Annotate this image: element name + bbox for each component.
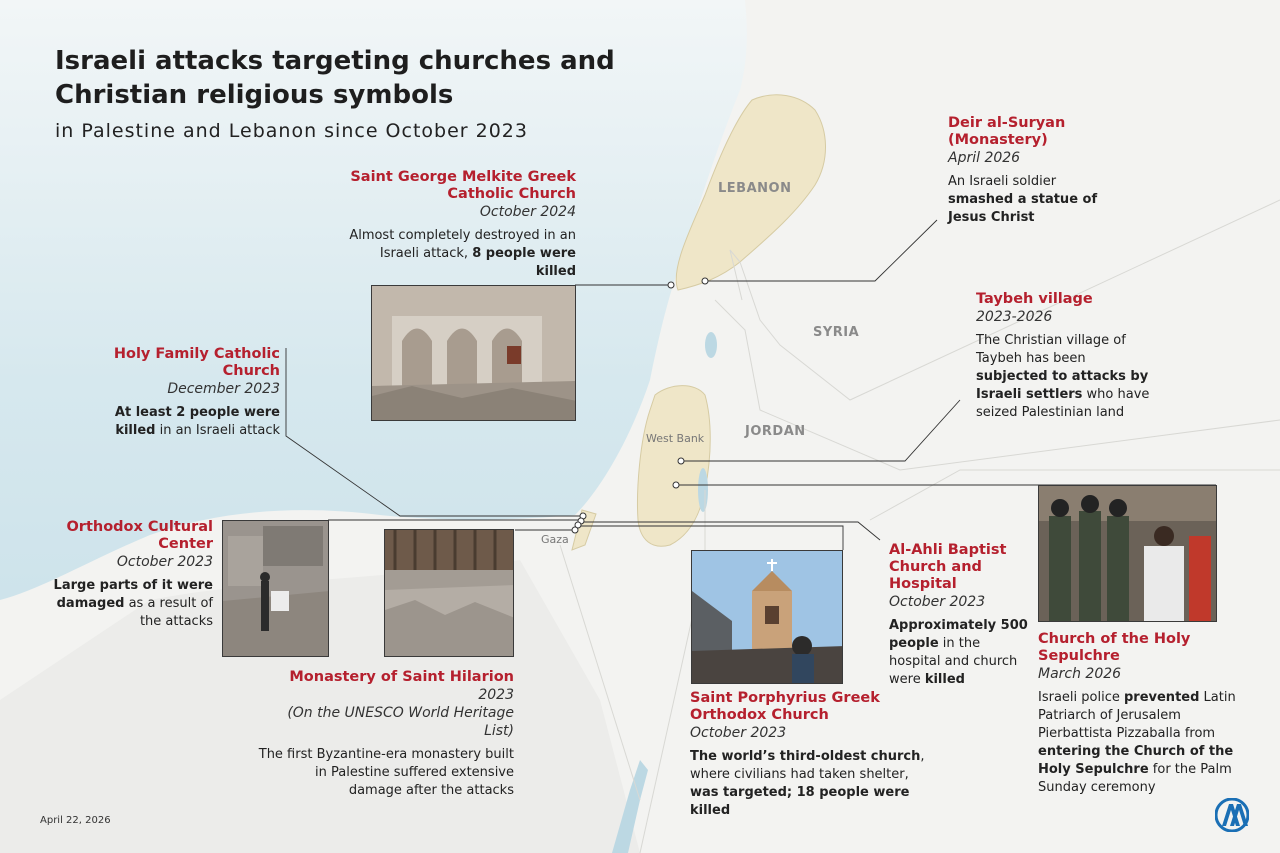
description-segment: in the hospital and church were <box>889 636 1018 687</box>
region-label-syria: SYRIA <box>813 325 860 340</box>
item-al-ahli <box>889 542 1034 689</box>
item-name: Monastery of Saint Hilarion <box>289 669 514 685</box>
photo-saint-porphyrius <box>691 550 843 684</box>
item-date: October 2023 <box>116 554 213 570</box>
publication-date: April 22, 2026 <box>40 815 111 826</box>
item-description <box>40 577 213 631</box>
item-holy-sepulchre <box>1038 631 1243 797</box>
description-segment: At least 2 people were killed <box>114 405 280 438</box>
description-segment: subjected to attacks by Israeli settlers <box>976 369 1149 402</box>
item-name: Saint Porphyrius Greek Orthodox Church <box>690 690 880 723</box>
item-description <box>690 748 925 820</box>
item-date: December 2023 <box>167 381 280 397</box>
description-segment: was targeted; 18 people were killed <box>690 785 910 818</box>
description-segment: An Israeli soldier <box>948 174 1057 189</box>
item-name: Church of the Holy Sepulchre <box>1038 631 1191 664</box>
page-subtitle: in Palestine and Lebanon since October 2023 <box>55 120 528 142</box>
item-date: October 2023 <box>690 725 787 741</box>
item-description <box>1038 689 1243 797</box>
item-description <box>100 404 280 440</box>
description-segment: prevented <box>1123 690 1200 705</box>
item-description <box>976 332 1156 422</box>
item-name: Saint George Melkite Greek Catholic Church <box>350 169 576 202</box>
photo-saint-george <box>371 285 576 421</box>
description-segment: killed <box>924 672 965 687</box>
item-deir-al-suryan <box>948 115 1108 227</box>
item-date: October 2023 <box>889 594 986 610</box>
description-segment: Large parts of it were damaged <box>53 578 213 611</box>
item-saint-george <box>336 169 576 281</box>
description-segment: for the Palm Sunday ceremony <box>1038 762 1232 795</box>
description-segment: The world’s third-oldest church <box>690 749 921 764</box>
description-segment: 8 people were killed <box>472 246 576 279</box>
item-description <box>336 227 576 281</box>
item-holy-family <box>100 346 280 440</box>
item-name: Taybeh village <box>976 291 1093 307</box>
photo-saint-hilarion <box>384 529 514 657</box>
item-date: October 2024 <box>479 204 576 220</box>
description-segment: , where civilians had taken shelter, <box>690 749 925 782</box>
description-segment: Approximately 500 people <box>889 618 1028 651</box>
item-name: Orthodox Cultural Center <box>66 519 213 552</box>
description-segment: The first Byzantine-era monastery built in Palestine suffered extensive damage after the attacks <box>258 747 514 798</box>
item-taybeh <box>976 291 1156 422</box>
description-segment: Israeli police <box>1038 690 1124 705</box>
description-segment: smashed a statue of Jesus Christ <box>948 192 1098 225</box>
item-saint-hilarion <box>258 669 514 800</box>
item-name: Al-Ahli Baptist Church and Hospital <box>889 542 1007 592</box>
description-segment: in an Israeli attack <box>155 423 280 438</box>
item-name: Deir al-Suryan (Monastery) <box>948 115 1066 148</box>
region-label-west-bank: West Bank <box>646 432 705 445</box>
item-note: (On the UNESCO World Heritage List) <box>287 705 514 739</box>
description-segment: The Christian village of Taybeh has been <box>976 333 1126 366</box>
item-description <box>258 746 514 800</box>
item-date: 2023-2026 <box>976 309 1053 325</box>
description-segment: entering the Church of the Holy Sepulchre <box>1038 744 1234 777</box>
photo-holy-sepulchre <box>1038 485 1217 622</box>
description-segment: as a result of the attacks <box>124 596 213 629</box>
region-label-jordan: JORDAN <box>745 424 806 439</box>
item-date: March 2026 <box>1038 666 1122 682</box>
item-orthodox-cultural <box>40 519 213 631</box>
photo-orthodox-cultural <box>222 520 329 657</box>
item-date: April 2026 <box>948 150 1021 166</box>
agency-logo-icon <box>1215 798 1249 832</box>
description-segment: Almost completely destroyed in an Israeli attack, <box>349 228 576 261</box>
description-segment: who have seized Palestinian land <box>976 387 1150 420</box>
item-description <box>948 173 1108 227</box>
description-segment: Latin Patriarch of Jerusalem Pierbattista Pizzaballa from <box>1038 690 1236 741</box>
item-saint-porphyrius <box>690 690 925 820</box>
page-title: Israeli attacks targeting churches and Christian religious symbols <box>55 46 615 110</box>
item-date: 2023 <box>478 687 514 703</box>
region-label-gaza: Gaza <box>541 533 569 546</box>
item-name: Holy Family Catholic Church <box>113 346 280 379</box>
item-description <box>889 617 1034 689</box>
region-label-lebanon: LEBANON <box>718 181 792 196</box>
